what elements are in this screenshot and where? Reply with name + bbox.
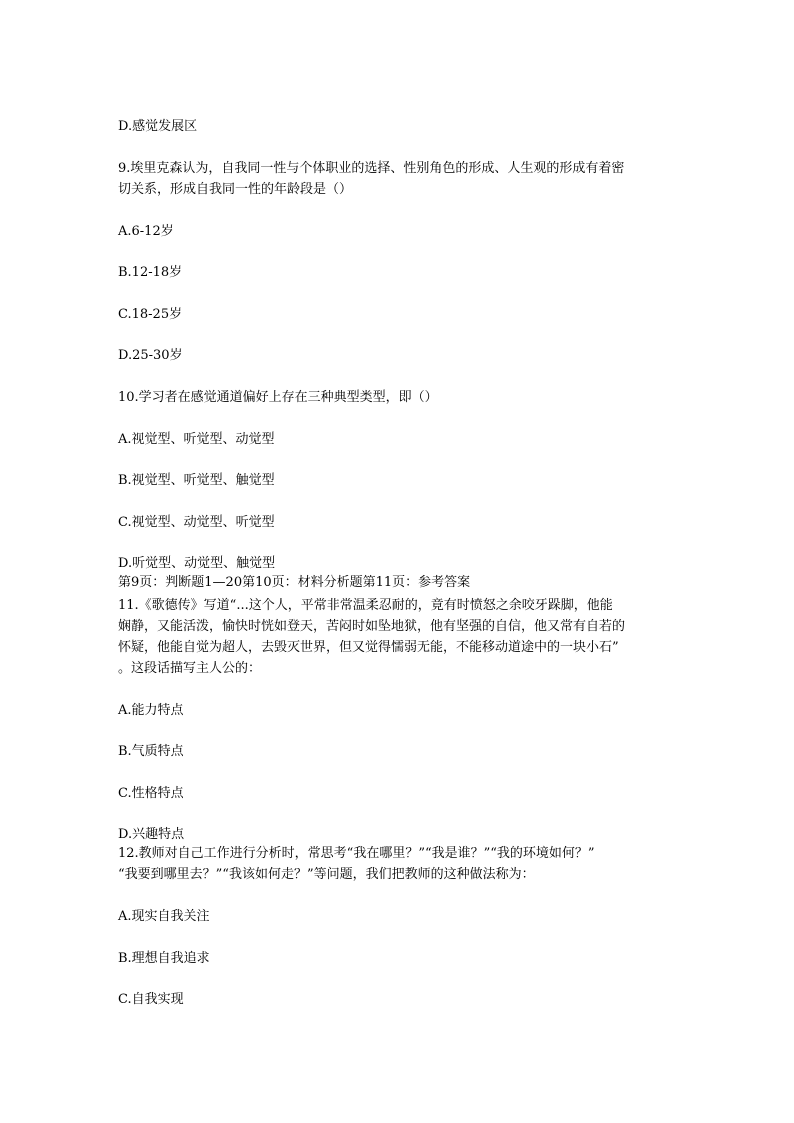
option-q11-d: D.兴趣特点 xyxy=(118,827,185,842)
page-navigation-line: 第9页：判断题1—20第10页：材料分析题第11页：参考答案 xyxy=(118,575,471,590)
option-q11-b: B.气质特点 xyxy=(118,744,184,759)
option-q9-c: C.18-25岁 xyxy=(118,307,183,322)
option-q11-a: A.能力特点 xyxy=(118,703,184,718)
option-q12-a: A.现实自我关注 xyxy=(118,909,210,924)
question-11-text-line-2: 娴静，又能活泼，愉快时恍如登天，苦闷时如坠地狱，他有坚强的自信，他又常有自若的 xyxy=(118,619,626,634)
option-q11-c: C.性格特点 xyxy=(118,786,184,801)
option-q10-c: C.视觉型、动觉型、听觉型 xyxy=(118,515,275,530)
option-q10-d: D.听觉型、动觉型、触觉型 xyxy=(118,556,276,571)
option-q9-b: B.12-18岁 xyxy=(118,265,183,280)
option-q9-d: D.25-30岁 xyxy=(118,348,183,363)
option-q9-a: A.6-12岁 xyxy=(118,224,174,239)
question-9-text-line-2: 切关系，形成自我同一性的年龄段是（） xyxy=(118,182,353,197)
question-12-text-line-2: “我要到哪里去？”“我该如何走？”等问题，我们把教师的这种做法称为： xyxy=(118,867,535,882)
question-10-text: 10.学习者在感觉通道偏好上存在三种典型类型，即（） xyxy=(118,390,438,405)
question-12-text-line-1: 12.教师对自己工作进行分析时，常思考“我在哪里？”“我是谁？”“我的环境如何？” xyxy=(118,846,595,861)
option-q12-c: C.自我实现 xyxy=(118,992,184,1007)
question-11-text-line-3: 怀疑，他能自觉为超人，去毁灭世界，但又觉得懦弱无能，不能移动道途中的一块小石” xyxy=(118,640,619,655)
option-q10-b: B.视觉型、听觉型、触觉型 xyxy=(118,473,275,488)
question-9-text-line-1: 9.埃里克森认为，自我同一性与个体职业的选择、性别角色的形成、人生观的形成有着密 xyxy=(118,161,625,176)
option-q8-d: D.感觉发展区 xyxy=(118,119,198,134)
option-q10-a: A.视觉型、听觉型、动觉型 xyxy=(118,432,275,447)
question-11-text-line-4: 。这段话描写主人公的： xyxy=(118,661,262,676)
question-11-text-line-1: 11.《歌德传》写道“...这个人，平常非常温柔忍耐的，竟有时愤怒之余咬牙跺脚，他能 xyxy=(118,598,613,613)
option-q12-b: B.理想自我追求 xyxy=(118,951,210,966)
